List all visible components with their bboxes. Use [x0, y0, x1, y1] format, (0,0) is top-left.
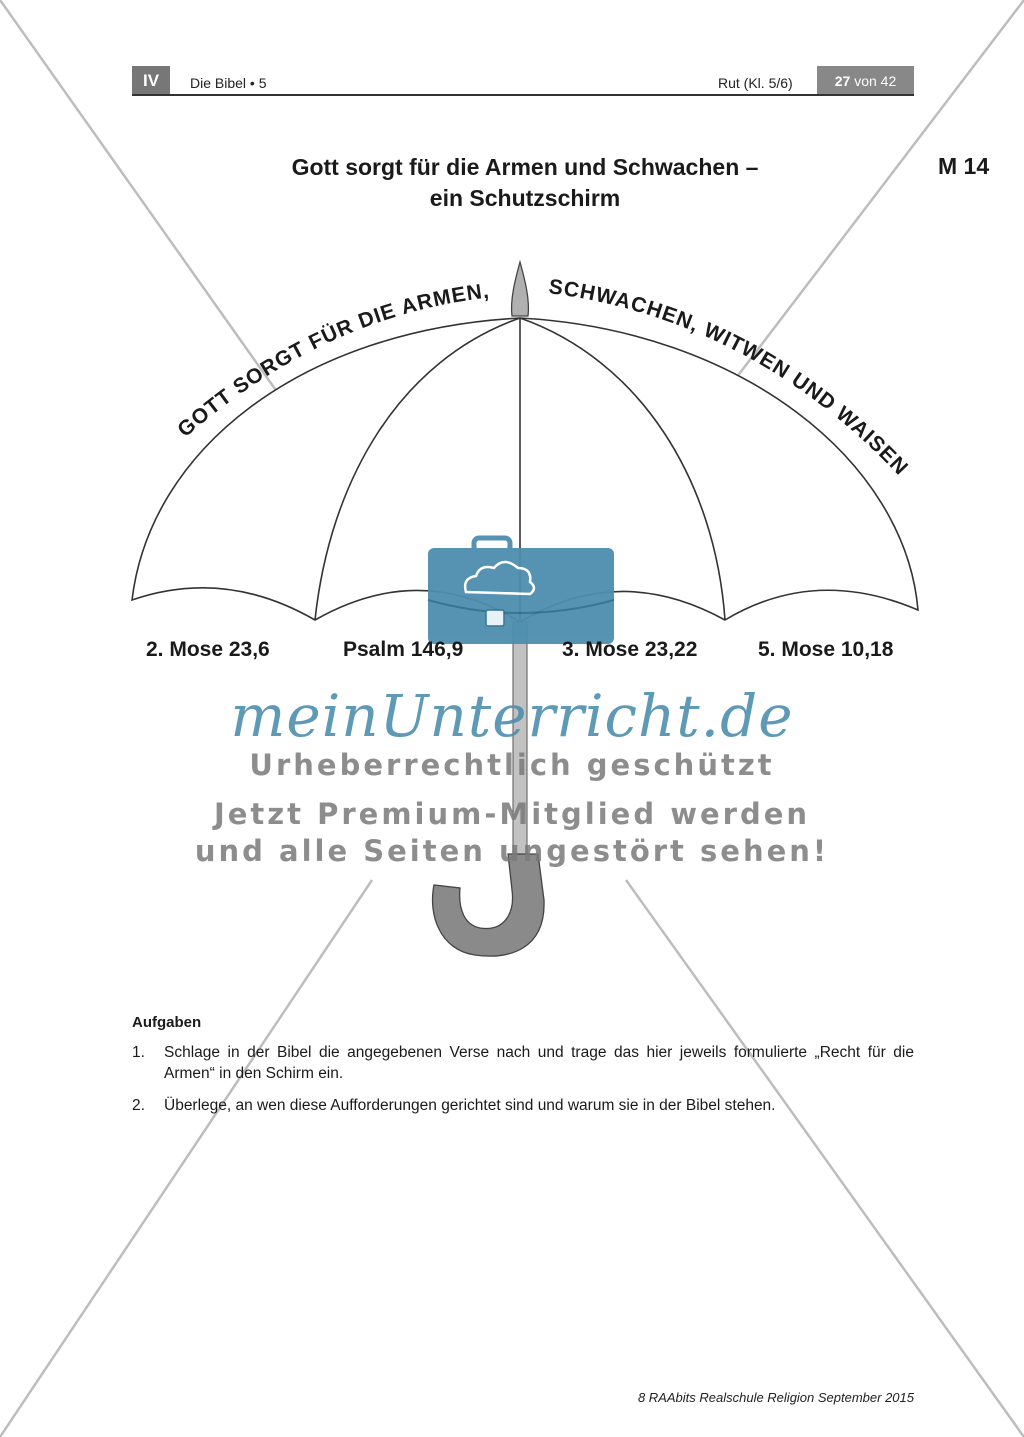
task-item	[132, 1095, 914, 1116]
task-item	[132, 1042, 914, 1084]
page-of: von 42	[854, 73, 897, 89]
page-current: 27	[834, 73, 851, 89]
footer-citation: 8 RAAbits Realschule Religion September 2015	[637, 1390, 914, 1405]
watermark-line-1: Urheberrechtlich geschützt	[249, 748, 775, 782]
task-number: 1.	[132, 1044, 145, 1061]
watermark-line-2: Jetzt Premium-Mitglied werden	[213, 797, 811, 831]
verse-3: 3. Mose 23,22	[562, 638, 698, 661]
arc-text-left: GOTT SORGT FÜR DIE ARMEN,	[173, 279, 491, 442]
material-number: M 14	[938, 153, 990, 179]
verse-2: Psalm 146,9	[343, 638, 464, 661]
watermark-line-3: und alle Seiten ungestört sehen!	[194, 834, 830, 868]
verse-4: 5. Mose 10,18	[758, 638, 894, 661]
verse-1: 2. Mose 23,6	[146, 638, 270, 661]
umbrella-handle	[433, 854, 545, 956]
task-number: 2.	[132, 1097, 145, 1114]
arc-text-right: SCHWACHEN, WITWEN UND WAISEN	[547, 275, 913, 480]
watermark-brand: meinUnterricht.de	[230, 682, 794, 750]
section-badge: IV	[132, 66, 170, 96]
watermark-logo	[428, 538, 614, 644]
title-line-2: ein Schutzschirm	[429, 185, 621, 211]
title-line-1: Gott sorgt für die Armen und Schwachen –	[291, 154, 759, 180]
header-left-title: Die Bibel • 5	[190, 75, 267, 91]
header-right-title: Rut (Kl. 5/6)	[718, 75, 793, 91]
umbrella-tip	[512, 262, 529, 316]
task-text: Schlage in der Bibel die angegebenen Verse nach und trage das hier jeweils formulierte „Recht für die Armen“ in den Schirm ein.	[164, 1044, 914, 1082]
task-text: Überlege, an wen diese Aufforderungen gerichtet sind und warum sie in der Bibel stehen.	[164, 1097, 776, 1114]
tasks-heading: Aufgaben	[132, 1014, 202, 1031]
